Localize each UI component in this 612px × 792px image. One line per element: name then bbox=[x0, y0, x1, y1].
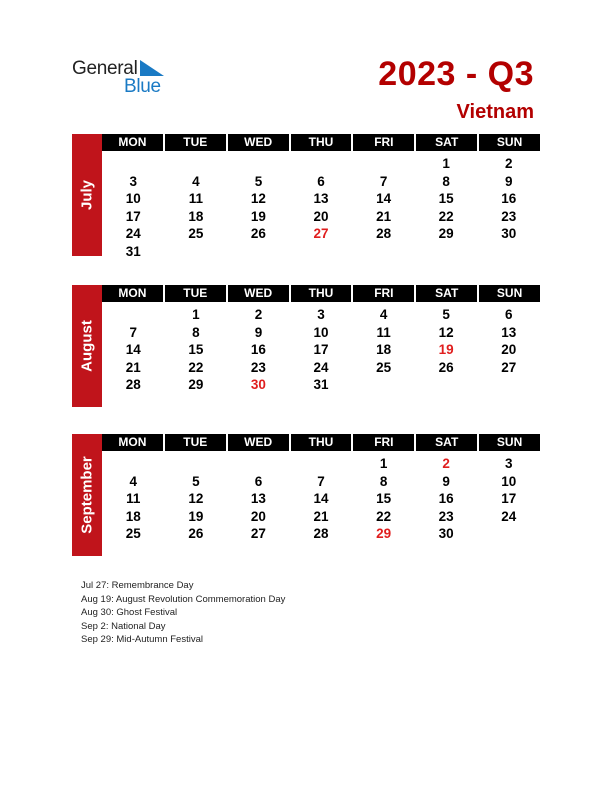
page-title: 2023 - Q3 bbox=[378, 55, 534, 93]
weekday-mon: MON bbox=[102, 285, 163, 302]
day-cell: 24 bbox=[125, 226, 141, 241]
month-grid bbox=[102, 285, 540, 394]
empty-day-cell bbox=[102, 455, 165, 473]
day-cell: 25 bbox=[125, 526, 141, 541]
day-cell: 17 bbox=[125, 208, 141, 224]
day-cell: 9 bbox=[254, 324, 263, 340]
day-cell: 7 bbox=[317, 473, 325, 489]
weekday-mon: MON bbox=[102, 434, 163, 451]
week-row bbox=[102, 525, 540, 543]
week-row bbox=[102, 508, 540, 526]
day-cell: 14 bbox=[313, 491, 329, 506]
week-row bbox=[102, 490, 540, 508]
country-name: Vietnam bbox=[456, 101, 534, 123]
empty-day-cell bbox=[477, 525, 540, 543]
week-row bbox=[102, 173, 540, 191]
day-cell: 3 bbox=[505, 456, 513, 471]
day-cell: 17 bbox=[313, 342, 329, 357]
week-row bbox=[102, 376, 540, 394]
day-cell: 25 bbox=[376, 359, 392, 375]
weekday-fri: FRI bbox=[353, 285, 414, 302]
day-cell: 11 bbox=[376, 324, 391, 340]
week-row bbox=[102, 225, 540, 243]
day-cell: 8 bbox=[192, 324, 200, 340]
day-cell: 11 bbox=[126, 491, 141, 506]
weekday-thu: THU bbox=[291, 134, 352, 151]
day-cell: 20 bbox=[250, 508, 266, 524]
day-cell: 21 bbox=[376, 208, 392, 224]
empty-day-cell bbox=[227, 243, 290, 261]
weekday-header bbox=[102, 434, 540, 451]
day-cell: 28 bbox=[376, 226, 392, 241]
day-cell: 7 bbox=[379, 173, 388, 189]
day-cell: 16 bbox=[438, 491, 454, 506]
weekday-header bbox=[102, 285, 540, 302]
day-cell: 10 bbox=[313, 324, 329, 340]
day-cell: 1 bbox=[192, 307, 200, 322]
week-row bbox=[102, 155, 540, 173]
month-label bbox=[72, 434, 102, 556]
day-cell: 10 bbox=[501, 473, 517, 489]
day-cell: 29 bbox=[188, 377, 204, 392]
holiday-note: Aug 19: August Revolution Commemoration Day bbox=[81, 593, 286, 605]
empty-day-cell bbox=[415, 243, 478, 261]
day-cell: 23 bbox=[250, 359, 266, 375]
empty-day-cell bbox=[102, 155, 165, 173]
day-cell: 1 bbox=[442, 156, 450, 171]
weekday-header bbox=[102, 134, 540, 151]
logo-text-general: General bbox=[72, 58, 138, 79]
week-row bbox=[102, 190, 540, 208]
day-cell: 2 bbox=[505, 156, 513, 171]
weekday-sat: SAT bbox=[416, 434, 477, 451]
day-cell: 17 bbox=[501, 491, 517, 506]
day-cell: 11 bbox=[188, 191, 203, 206]
day-cell: 13 bbox=[250, 491, 266, 506]
week-row bbox=[102, 208, 540, 226]
day-cell: 22 bbox=[438, 208, 454, 224]
holiday-note: Sep 2: National Day bbox=[81, 620, 166, 632]
day-cell: 19 bbox=[250, 208, 266, 224]
day-cell: 16 bbox=[250, 342, 266, 357]
weekday-tue: TUE bbox=[165, 285, 226, 302]
day-cell: 5 bbox=[442, 307, 450, 322]
weekday-sat: SAT bbox=[416, 134, 477, 151]
empty-day-cell bbox=[415, 376, 478, 394]
holiday-note: Jul 27: Remembrance Day bbox=[81, 580, 194, 591]
day-cell: 19 bbox=[188, 508, 204, 524]
weekday-thu: THU bbox=[291, 285, 352, 302]
day-cell: 20 bbox=[313, 208, 329, 224]
day-cell: 15 bbox=[376, 491, 392, 506]
day-cell: 6 bbox=[317, 173, 325, 189]
day-cell: 15 bbox=[188, 342, 204, 357]
day-cell: 2 bbox=[254, 307, 263, 322]
day-cell: 13 bbox=[313, 191, 329, 206]
day-cell: 16 bbox=[501, 191, 517, 206]
empty-day-cell bbox=[102, 306, 165, 324]
day-cell: 12 bbox=[250, 191, 266, 206]
day-cell: 27 bbox=[313, 226, 329, 241]
holiday-notes bbox=[81, 579, 285, 647]
week-row bbox=[102, 243, 540, 261]
day-cell: 3 bbox=[129, 173, 138, 189]
day-cell: 31 bbox=[125, 243, 141, 259]
day-cell: 23 bbox=[501, 208, 517, 224]
day-cell: 8 bbox=[379, 473, 388, 489]
empty-day-cell bbox=[227, 455, 290, 473]
day-cell: 4 bbox=[129, 473, 138, 489]
weekday-mon: MON bbox=[102, 134, 163, 151]
day-cell: 3 bbox=[317, 307, 325, 322]
empty-day-cell bbox=[477, 243, 540, 261]
day-cell: 28 bbox=[125, 377, 141, 392]
day-cell: 18 bbox=[188, 208, 204, 224]
day-cell: 14 bbox=[125, 342, 141, 357]
day-cell: 23 bbox=[438, 508, 454, 524]
logo bbox=[72, 58, 172, 98]
month-grid bbox=[102, 134, 540, 260]
day-cell: 18 bbox=[376, 342, 392, 357]
week-row bbox=[102, 455, 540, 473]
week-row bbox=[102, 473, 540, 491]
empty-day-cell bbox=[227, 155, 290, 173]
day-cell: 29 bbox=[438, 226, 454, 241]
weekday-tue: TUE bbox=[165, 134, 226, 151]
day-cell: 12 bbox=[188, 491, 204, 506]
day-cell: 1 bbox=[379, 456, 388, 471]
day-cell: 30 bbox=[250, 377, 266, 392]
week-row bbox=[102, 324, 540, 342]
day-cell: 24 bbox=[501, 508, 517, 524]
day-cell: 4 bbox=[192, 173, 200, 189]
day-cell: 21 bbox=[125, 359, 141, 375]
day-cell: 13 bbox=[501, 324, 517, 340]
day-cell: 5 bbox=[192, 473, 200, 489]
day-cell: 21 bbox=[313, 508, 329, 524]
day-cell: 6 bbox=[505, 307, 513, 322]
week-row bbox=[102, 359, 540, 377]
day-cell: 24 bbox=[313, 359, 329, 375]
month-name: September bbox=[78, 456, 96, 534]
weekday-wed: WED bbox=[228, 285, 289, 302]
day-cell: 29 bbox=[376, 526, 392, 541]
holiday-note: Sep 29: Mid-Autumn Festival bbox=[81, 634, 203, 645]
holiday-note: Aug 30: Ghost Festival bbox=[81, 607, 178, 618]
day-cell: 7 bbox=[129, 324, 138, 340]
day-cell: 9 bbox=[505, 173, 513, 189]
empty-day-cell bbox=[290, 243, 353, 261]
weekday-sun: SUN bbox=[479, 285, 540, 302]
empty-day-cell bbox=[352, 376, 415, 394]
day-cell: 5 bbox=[254, 173, 263, 189]
day-cell: 27 bbox=[250, 526, 266, 541]
empty-day-cell bbox=[477, 376, 540, 394]
day-cell: 9 bbox=[442, 473, 450, 489]
day-cell: 22 bbox=[376, 508, 392, 524]
day-cell: 8 bbox=[442, 173, 450, 189]
weekday-fri: FRI bbox=[353, 434, 414, 451]
day-cell: 26 bbox=[438, 359, 454, 375]
day-cell: 31 bbox=[313, 377, 329, 392]
week-row bbox=[102, 306, 540, 324]
week-row bbox=[102, 341, 540, 359]
month-grid bbox=[102, 434, 540, 543]
day-cell: 15 bbox=[438, 191, 454, 206]
weekday-wed: WED bbox=[228, 134, 289, 151]
day-cell: 12 bbox=[438, 324, 454, 340]
day-cell: 26 bbox=[250, 226, 266, 241]
weekday-sat: SAT bbox=[416, 285, 477, 302]
day-cell: 6 bbox=[254, 473, 263, 489]
day-cell: 30 bbox=[501, 226, 517, 241]
empty-day-cell bbox=[290, 155, 353, 173]
empty-day-cell bbox=[352, 243, 415, 261]
day-cell: 10 bbox=[125, 191, 141, 206]
day-cell: 26 bbox=[188, 526, 204, 541]
weekday-tue: TUE bbox=[165, 434, 226, 451]
day-cell: 4 bbox=[379, 307, 388, 322]
weekday-sun: SUN bbox=[479, 134, 540, 151]
day-cell: 19 bbox=[438, 342, 454, 357]
logo-text-blue: Blue bbox=[124, 76, 161, 97]
month-name: July bbox=[78, 179, 96, 211]
empty-day-cell bbox=[165, 243, 228, 261]
day-cell: 22 bbox=[188, 359, 204, 375]
empty-day-cell bbox=[352, 155, 415, 173]
month-name: August bbox=[78, 320, 96, 372]
month-label bbox=[72, 134, 102, 256]
day-cell: 28 bbox=[313, 526, 329, 541]
month-label bbox=[72, 285, 102, 407]
day-cell: 18 bbox=[125, 508, 141, 524]
empty-day-cell bbox=[165, 455, 228, 473]
empty-day-cell bbox=[165, 155, 228, 173]
empty-day-cell bbox=[290, 455, 353, 473]
day-cell: 30 bbox=[438, 526, 454, 541]
day-cell: 25 bbox=[188, 226, 204, 241]
day-cell: 14 bbox=[376, 191, 392, 206]
weekday-wed: WED bbox=[228, 434, 289, 451]
weekday-fri: FRI bbox=[353, 134, 414, 151]
weekday-thu: THU bbox=[291, 434, 352, 451]
day-cell: 27 bbox=[501, 359, 517, 375]
day-cell: 20 bbox=[501, 342, 517, 357]
day-cell: 2 bbox=[442, 456, 450, 471]
weekday-sun: SUN bbox=[479, 434, 540, 451]
